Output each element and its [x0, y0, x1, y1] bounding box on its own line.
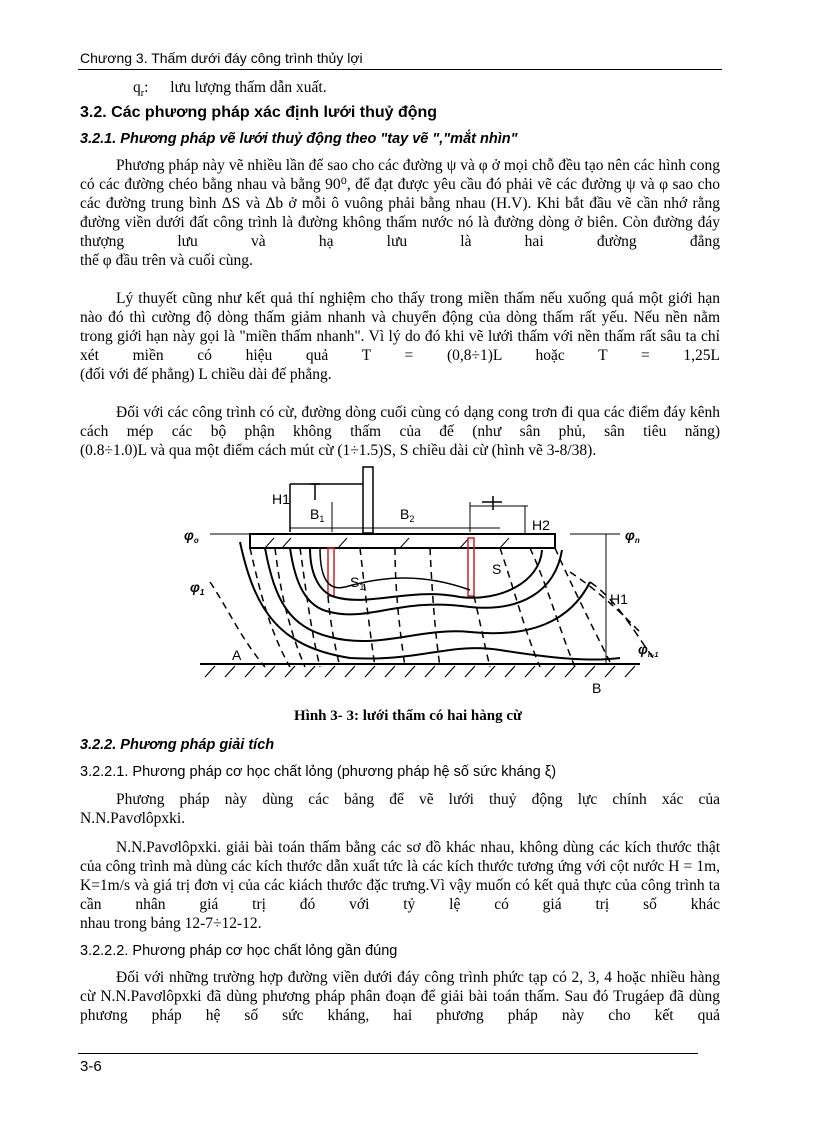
label-s2: S	[492, 561, 502, 577]
header-rule	[78, 69, 722, 70]
paragraph-3-2-2-1	[80, 790, 720, 809]
paragraph-3-2-2-3	[80, 968, 720, 1025]
text-line: nhiều hàng cừ N.N.Pavơlôpxki đã dùng phương pháp phân đoạn để giải bài toán thấm.	[80, 969, 721, 1005]
text-line: một giới hạn nào đó thì cường độ dòng thấm giảm nhanh và chuyển động của dòng thấm	[80, 290, 720, 326]
chapter-header: Chương 3. Thấm dưới đáy công trình thủy lợi	[80, 50, 363, 66]
label-b: B	[592, 680, 602, 696]
paragraph-3-2-1-3-last: (0.8÷1.0)L và qua một điểm cách mút cừ (1÷1.5)S, S chiều dài cừ (hình vẽ 3-8/38).	[80, 442, 597, 459]
text-line: các đường ψ và φ sao cho các đường trung bình ΔS và Δb ở mỗi ô vuông phải bằng nhau	[80, 176, 721, 212]
figure-caption: Hình 3- 3: lưới thấm có hai hàng cừ	[294, 708, 522, 724]
label-phi0: $\varphi_o$	[184, 527, 199, 545]
paragraph-3-2-1-1-last: thế φ đầu trên và cuối cùng.	[80, 252, 253, 269]
section-3-2-1-title: 3.2.1. Phương pháp vẽ lưới thuỷ động theo "tay vẽ ","mắt nhìn"	[80, 131, 518, 147]
label-phin: $\varphi_n$	[625, 527, 640, 545]
text-line: Đối với các công trình có cừ, đường dòng cuối cùng có dạng cong trơn đi qua các	[116, 404, 625, 421]
label-b1: $B_1$	[310, 506, 325, 524]
seepage-net-figure	[170, 462, 660, 702]
text-line: (H.V). Khi bắt đầu vẽ cần nhớ rằng đường viền dưới đất công trình là đường không thấm	[80, 195, 721, 231]
footer-rule	[78, 1053, 698, 1054]
label-s1: $S_1$	[350, 574, 365, 592]
text-line: thước thật của công trình mà dùng các kích thước dẫn xuất tức là các kích thước tương	[80, 839, 721, 875]
label-a: A	[232, 647, 242, 663]
paragraph-3-2-1-1	[80, 156, 720, 251]
definition-subscript: r	[140, 88, 145, 100]
text-line: nước nó là đường dòng ở biên. Còn đường đáy thượng lưu và hạ lưu là hai đường đẳng	[80, 214, 720, 250]
text-line: N.N.Pavơlôpxki. giải bài toán thấm bằng các sơ đồ khác nhau, không dùng các kích	[116, 839, 652, 856]
text-line: Đối với những trường hợp đường viền dưới đáy công trình phức tạp có 2, 3, 4 hoặc	[116, 969, 646, 986]
text-line: điểm đáy kênh cách mép các bộ phận không thấm của đế (như sân phủ, sân tiêu năng)	[80, 404, 720, 440]
label-phin1: $\varphi_{n-1}$	[638, 641, 659, 659]
paragraph-3-2-1-3	[80, 403, 720, 441]
paragraph-3-2-2-1-last: N.N.Pavơlôpxki.	[80, 810, 186, 827]
paragraph-3-2-1-2-last: (đối với đế phẳng) L chiều dài đế phẳng.	[80, 366, 332, 383]
sheet-pile-top	[363, 467, 373, 533]
label-h2: H2	[532, 517, 550, 533]
sheet-pile-1	[328, 548, 334, 596]
definition-symbol: q	[133, 79, 141, 96]
label-b2: $B_2$	[400, 506, 415, 524]
text-line: ứng với cột nước H = 1m, K=1m/s và giá trị đơn vị của các kiách thước đặc trưng.Vì vậy	[80, 858, 721, 894]
page-number: 3-6	[80, 1058, 102, 1075]
text-line: rất yếu. Nếu nền nằm trong giới hạn này gọi là "miền thấm nhanh". Vì lý do đó khi vẽ	[80, 309, 721, 345]
paragraph-3-2-2-2	[80, 838, 720, 914]
text-line: muốn có kết quả thực của công trình ta cần nhân giá trị đó với tỷ lệ có giá trị số khác	[80, 877, 720, 913]
section-3-2-2-1-title: 3.2.2.1. Phương pháp cơ học chất lỏng (phương pháp hệ số sức kháng ξ)	[80, 764, 557, 780]
section-3-2-2-2-title: 3.2.2.2. Phương pháp cơ học chất lỏng gần đúng	[80, 943, 398, 959]
label-h1-top: H1	[272, 491, 290, 507]
definition-colon: :	[144, 79, 149, 96]
definition-line	[133, 78, 327, 103]
text-line: Lý thuyết cũng như kết quả thí nghiệm cho thấy trong miền thấm nếu xuống quá	[116, 290, 634, 307]
text-line: Sau đó Trugáep đã dùng phương pháp hệ số sức kháng, hai phương pháp này cho kết quả	[80, 988, 720, 1024]
section-3-2-2-title: 3.2.2. Phương pháp giải tích	[80, 737, 275, 753]
paragraph-3-2-2-2-last: nhau trong bảng 12-7÷12-12.	[80, 915, 262, 932]
section-3-2-title: 3.2. Các phương pháp xác định lưới thuỷ động	[80, 104, 438, 121]
text-line: các hình cong có các đường chéo bằng nhau và bằng 90⁰, để đạt được yêu cầu đó phải vẽ	[80, 157, 721, 193]
paragraph-3-2-1-2	[80, 289, 720, 365]
text-line: Phương pháp này dùng các bảng để vẽ lưới thuỷ động lực chính xác của	[116, 791, 720, 808]
text-line: Phương pháp này vẽ nhiều lần để sao cho các đường ψ và φ ở mọi chỗ đều tạo nên	[116, 157, 630, 174]
definition-text: lưu lượng thấm dẫn xuất.	[170, 79, 327, 96]
label-h1-right: H1	[610, 591, 628, 607]
text-line: lưới thấm với nền thấm rất sâu ta chỉ xét miền có hiệu quả T = (0,8÷1)L hoặc T = 1,25L	[80, 328, 720, 364]
label-phi1: $\varphi_1$	[190, 579, 205, 597]
